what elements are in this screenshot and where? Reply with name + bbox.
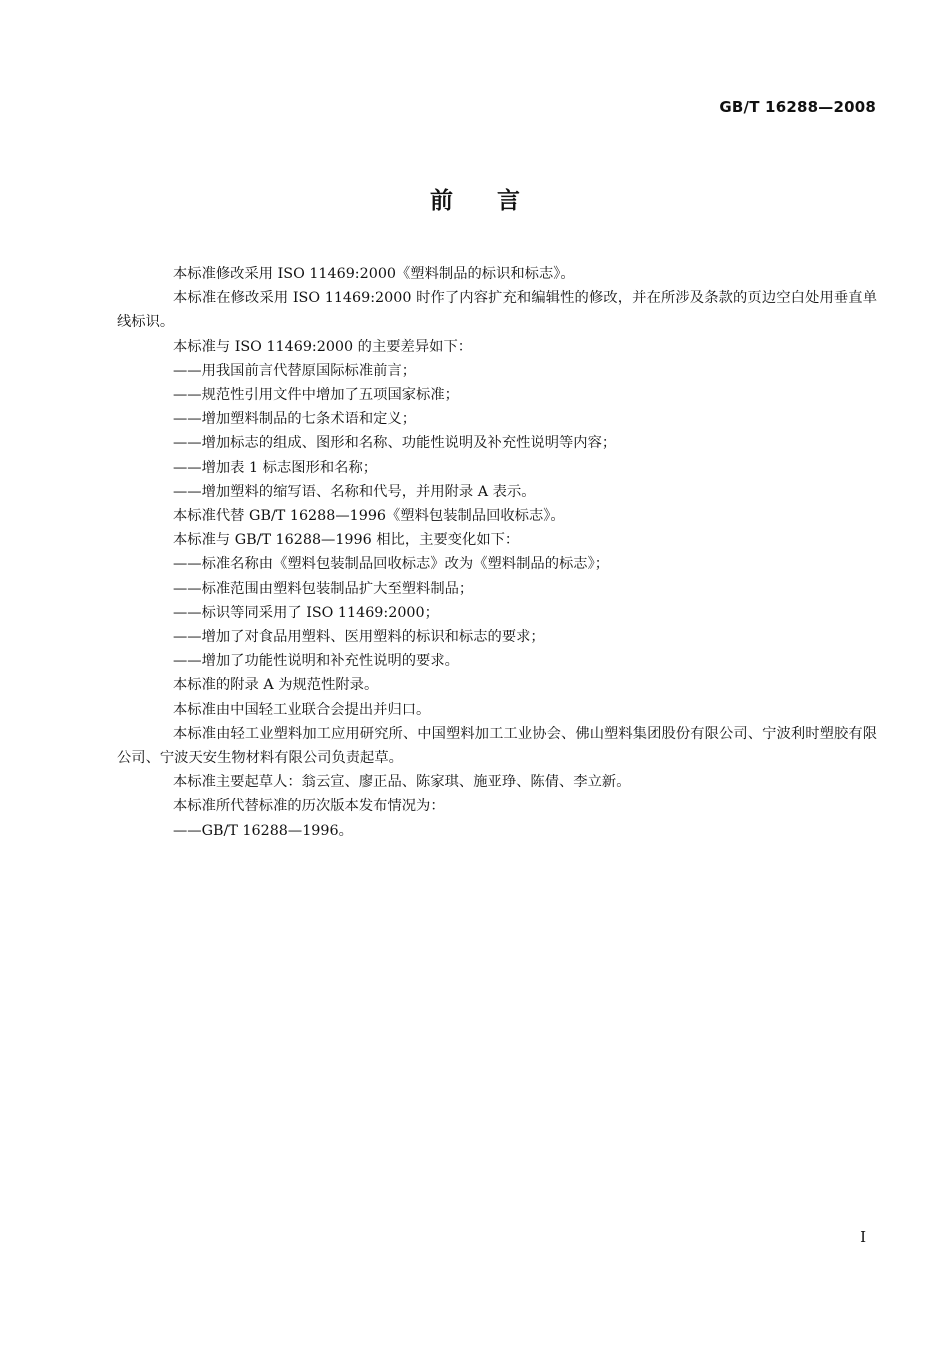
page-title: 前言 bbox=[430, 188, 564, 214]
list-item: ——增加塑料的缩写语、名称和代号，并用附录 A 表示。 bbox=[173, 483, 536, 500]
paragraph: 本标准与 GB/T 16288—1996 相比，主要变化如下： bbox=[173, 532, 520, 549]
list-item: ——GB/T 16288—1996。 bbox=[173, 822, 353, 839]
paragraph: 本标准所代替标准的历次版本发布情况为： bbox=[173, 798, 445, 815]
paragraph: 本标准的附录 A 为规范性附录。 bbox=[173, 677, 379, 694]
paragraph: 本标准由轻工业塑料加工应用研究所、中国塑料加工工业协会、佛山塑料集团股份有限公司、宁波利时塑胶有限公司、宁波天安生物材料有限公司负责起草。 bbox=[117, 725, 877, 767]
list-item: ——标准范围由塑料包装制品扩大至塑料制品； bbox=[173, 580, 474, 597]
list-item: ——规范性引用文件中增加了五项国家标准； bbox=[173, 387, 459, 404]
list-item: ——用我国前言代替原国际标准前言； bbox=[173, 362, 417, 379]
standard-code: GB/T 16288—2008 bbox=[719, 98, 876, 116]
document-body bbox=[117, 262, 877, 843]
list-item: ——增加标志的组成、图形和名称、功能性说明及补充性说明等内容； bbox=[173, 435, 617, 452]
paragraph: 本标准主要起草人：翁云宣、廖正品、陈家琪、施亚琤、陈倩、李立新。 bbox=[173, 774, 631, 791]
list-item: ——增加表 1 标志图形和名称； bbox=[173, 459, 378, 476]
list-item: ——增加了功能性说明和补充性说明的要求。 bbox=[173, 653, 459, 670]
list-item: ——增加了对食品用塑料、医用塑料的标识和标志的要求； bbox=[173, 629, 545, 646]
list-item: ——增加塑料制品的七条术语和定义； bbox=[173, 411, 417, 428]
list-item: ——标识等同采用了 ISO 11469:2000； bbox=[173, 604, 439, 621]
list-item: ——标准名称由《塑料包装制品回收标志》改为《塑料制品的标志》； bbox=[173, 556, 610, 573]
paragraph: 本标准代替 GB/T 16288—1996《塑料包装制品回收标志》。 bbox=[173, 508, 565, 525]
paragraph: 本标准与 ISO 11469:2000 的主要差异如下： bbox=[173, 338, 473, 355]
paragraph: 本标准在修改采用 ISO 11469:2000 时作了内容扩充和编辑性的修改，并在所涉及条款的页边空白处用垂直单线标识。 bbox=[117, 290, 877, 331]
paragraph: 本标准由中国轻工业联合会提出并归口。 bbox=[173, 701, 431, 718]
page-number: I bbox=[860, 1228, 866, 1246]
paragraph: 本标准修改采用 ISO 11469:2000《塑料制品的标识和标志》。 bbox=[173, 266, 575, 282]
